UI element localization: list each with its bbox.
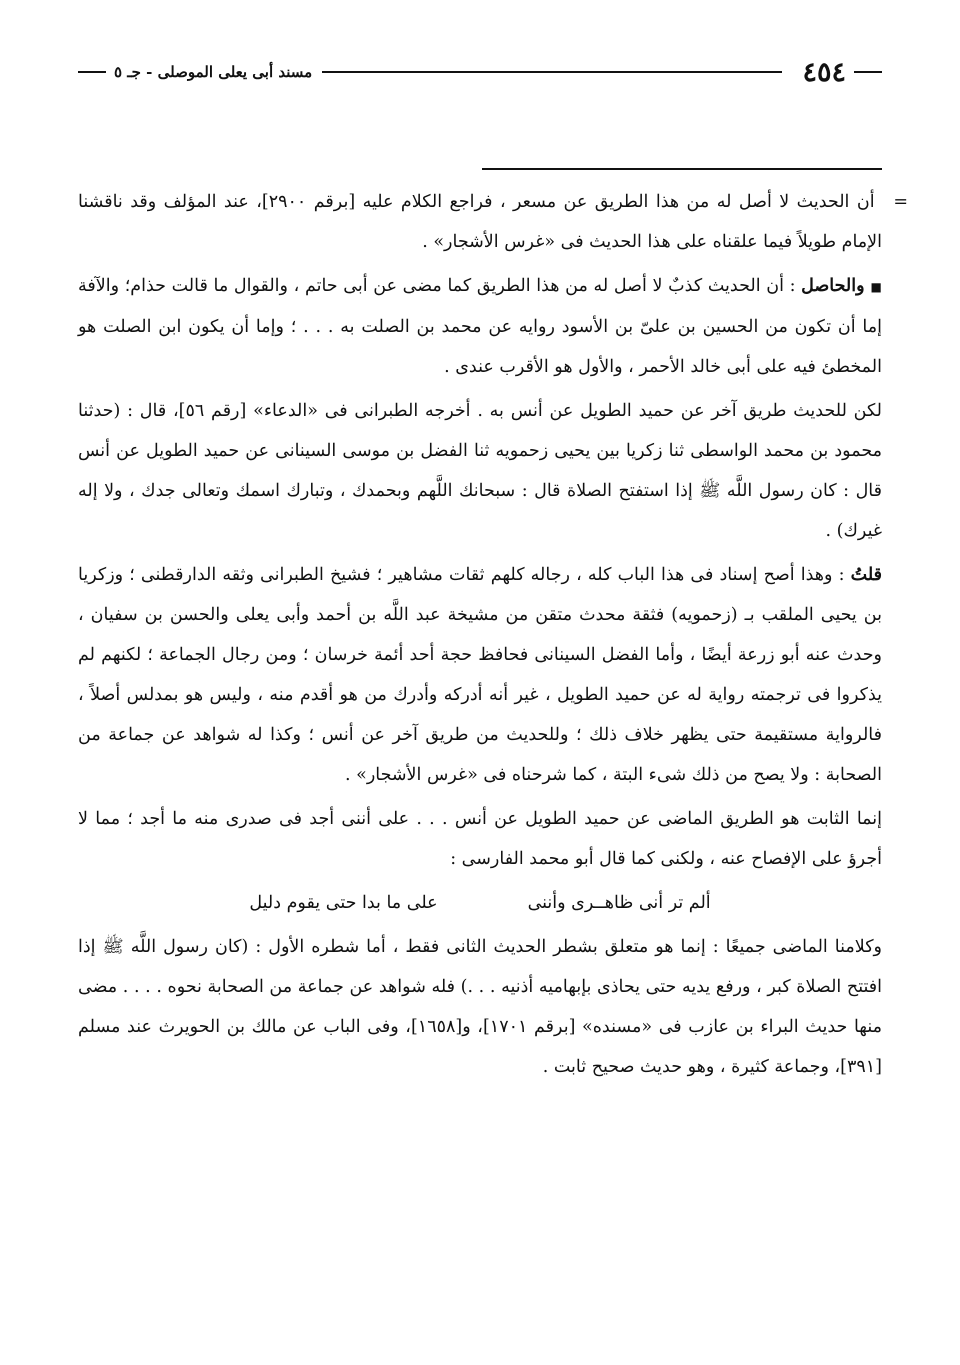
running-title: مسند أبى يعلى الموصلى - جـ ٥ (114, 63, 313, 81)
footnote-paragraph-1 (78, 182, 908, 262)
verse-second-hemistich: على ما بدا حتى يقوم دليل (249, 893, 438, 913)
square-bullet-icon: ■ (870, 280, 882, 294)
footnote-paragraph-5-text: إنما الثابت هو الطريق الماضى عن حميد الطويل عن أنس . . . على أننى أجد فى صدرى منه ما أجد ؛ مما لا أجرؤ على الإفصاح عنه ، ولكنى كما قال أبو محمد الفارسى : (78, 809, 882, 869)
footnote-paragraph-4 (78, 555, 882, 795)
footnote-body (78, 182, 908, 1091)
paragraph-lead-word: والحاصل (801, 276, 865, 296)
footnote-paragraph-4-text: : وهذا أصح إسناد فى هذا الباب كله ، رجاله كلهم ثقات مشاهير ؛ فشيخ الطبرانى وثقه الدارقطنى ؛ وزكريا بن يحيى الملقب بـ (زحمويه) فثقة محدث متقن من مشيخة عبد اللَّه بن أحمد وأبى يعلى والحسن بن سفيان ، وحدث عنه أبو زرعة أيضًا ، وأما الفضل السينانى فحافظ حجة أحد أئمة خرسان ؛ ومن رجال الجماعة ؛ لكنهم لم يذكروا فى ترجمته رواية له عن حميد الطويل ، غير أنه أدركه وأدرك من هو أقدم منه ، وليس هو بمدلس أصلاً ، فالرواية مستقيمة حتى يظهر خلاف ذلك ؛ وللحديث من طريق آخر عن أنس ؛ وكذا له شواهد عن جماعة من الصحابة : ولا يصح من ذلك شىء البتة ، كما شرحناه فى «غرس الأشجار» . (78, 565, 882, 785)
footnote-paragraph-5 (78, 799, 882, 879)
page-number: ٤٥٤ (802, 56, 846, 88)
footnote-paragraph-3-text: لكن للحديث طريق آخر عن حميد الطويل عن أنس به . أخرجه الطبرانى فى «الدعاء» [رقم ٥٦]، قال : (حدثنا محمود بن محمد الواسطى ثنا زكريا بين يحيى زحمويه ثنا الفضل بن موسى السينانى عن حميد الطويل عن أنس قال : كان رسول اللَّه ﷺ إذا استفتح الصلاة قال : سبحانك اللَّهم وبحمدك ، وتبارك اسمك وتعالى جدك ، ولا إله غيرك) . (78, 401, 883, 541)
paragraph-lead-word: قلتُ (850, 565, 882, 585)
footnote-paragraph-6 (78, 927, 882, 1087)
page-header (78, 54, 882, 90)
header-dash-end (78, 71, 106, 73)
header-dash-start (854, 71, 882, 73)
footnote-paragraph-2-text: : أن الحديث كذبٌ لا أصل له من هذا الطريق كما مضى عن أبى حاتم ، والقوال ما قالت حذام؛ والآفة إما أن تكون من الحسين بن علىّ بن الأسود روايه عن محمد بن الصلت به . . . ؛ وإما أن يكون ابن الصلت هو المخطئ فيه على أبى خالد الأحمر ، والأول هو الأقرب عندى . (78, 276, 882, 377)
footnote-paragraph-3 (78, 391, 882, 551)
footnote-paragraph-1-text: أن الحديث لا أصل له من هذا الطريق عن مسعر ، فراجع الكلام عليه [برقم ٢٩٠٠]، عند المؤلف وقد ناقشنا الإمام طويلاً فيما علقناه على هذا الحديث فى «غرس الأشجار» . (78, 192, 882, 252)
verse-first-hemistich: ألم تر أنى ظاهــرى وأننى (527, 893, 711, 913)
footnote-separator-rule (482, 168, 882, 170)
continuation-marker: = (893, 192, 908, 212)
footnote-paragraph-2 (78, 266, 882, 387)
header-rule (322, 71, 782, 73)
poetry-verse (78, 883, 882, 923)
footnote-paragraph-6-text: وكلامنا الماضى جميعًا : إنما هو متعلق بشطر الحديث الثانى فقط ، أما شطره الأول : (كان رسول اللَّه ﷺ إذا افتتح الصلاة كبر ، ورفع يديه حتى يحاذى بإبهاميه أذنيه . . .) فله شواهد عن جماعة من الصحابة نحوه . . . . مضى منها حديث البراء بن عازب فى «مسنده» [برقم ١٧٠١]، و[١٦٥٨]، وفى الباب عن مالك بن الحويرث عند مسلم [٣٩١]، وجماعة كثيرة ، وهو حديث صحيح ثابت . (78, 937, 882, 1077)
